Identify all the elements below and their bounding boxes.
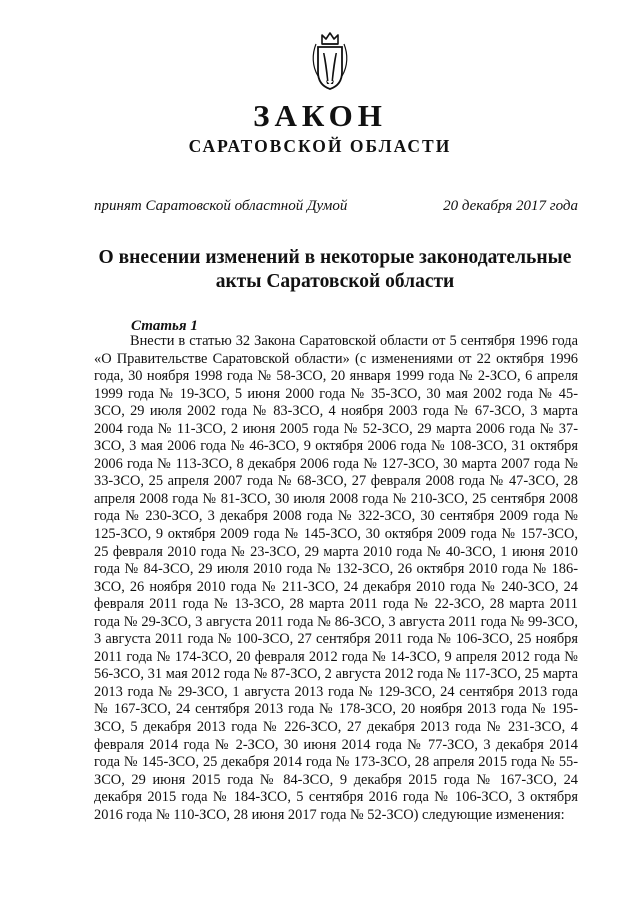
law-heading-line-2: акты Саратовской области	[215, 271, 455, 292]
adopted-date: 20 декабря 2017 года	[443, 198, 578, 214]
law-subtitle: САРАТОВСКОЙ ОБЛАСТИ	[188, 136, 452, 156]
article-body: Внести в статью 32 Закона Саратовской области от 5 сентября 1996 года «О Правительстве Саратовской области» (с изменениями от 22 октября 1996 года, 30 ноября 1998 года № 58-ЗСО, 20 января 1999 года № 2-ЗСО, 6 апреля 1999 года № 19-ЗСО, 5 июня 2000 года № 35-ЗСО, 30 мая 2002 года № 45-ЗСО, 29 июля 2002 года № 83-ЗСО, 4 ноября 2003 года № 67-ЗСО, 3 марта 2004 года № 11-ЗСО, 2 июня 2005 года № 52-ЗСО, 29 марта 2006 года № 37-ЗСО, 3 мая 2006 года № 46-ЗСО, 9 октября 2006 года № 108-ЗСО, 31 октября 2006 года № 113-ЗСО, 8 декабря 2006 года № 127-ЗСО, 30 марта 2007 года № 33-ЗСО, 25 апреля 2007 года № 68-ЗСО, 27 февраля 2008 года № 47-ЗСО, 28 апреля 2008 года № 81-ЗСО, 30 июля 2008 года № 210-ЗСО, 25 сентября 2008 года № 230-ЗСО, 3 декабря 2008 года № 322-ЗСО, 30 сентября 2009 года № 125-ЗСО, 9 октября 2009 года № 145-ЗСО, 30 октября 2009 года № 157-ЗСО, 25 февраля 2010 года № 23-ЗСО, 29 марта 2010 года № 40-ЗСО, 1 июня 2010 года № 84-ЗСО, 29 июля 2010 года № 132-ЗСО, 26 октября 2010 года № 186-ЗСО, 26 ноября 2010 года № 211-ЗСО, 24 декабря 2010 года № 240-ЗСО, 24 февраля 2011 года № 13-ЗСО, 28 марта 2011 года № 22-ЗСО, 28 марта 2011 года № 29-ЗСО, 3 августа 2011 года № 86-ЗСО, 3 августа 2011 года № 99-ЗСО, 3 августа 2011 года № 100-ЗСО, 27 сентября 2011 года № 106-ЗСО, 25 ноября 2011 года № 174-ЗСО, 20 февраля 2012 года № 14-ЗСО, 9 апреля 2012 года № 56-ЗСО, 31 мая 2012 года № 87-ЗСО, 2 августа 2012 года № 117-ЗСО, 25 марта 2013 года № 29-ЗСО, 1 августа 2013 года № 129-ЗСО, 24 сентября 2013 года № 167-ЗСО, 24 сентября 2013 года № 178-ЗСО, 20 ноября 2013 года № 195-ЗСО, 5 декабря 2013 года № 226-ЗСО, 27 декабря 2013 года № 231-ЗСО, 4 февраля 2014 года № 2-ЗСО, 30 июня 2014 года № 77-ЗСО, 3 декабря 2014 года № 145-ЗСО, 25 декабря 2014 года № 173-ЗСО, 28 апреля 2015 года № 55-ЗСО, 29 июня 2015 года № 84-ЗСО, 9 декабря 2015 года № 167-ЗСО, 24 декабря 2015 года № 184-ЗСО, 5 сентября 2016 года № 106-ЗСО, 3 октября 2016 года № 110-ЗСО, 28 июня 2017 года № 52-ЗСО) следующие изменения:	[94, 333, 578, 823]
adoption-line	[94, 198, 578, 215]
law-heading	[70, 246, 600, 294]
article-label: Статья 1	[131, 318, 198, 334]
saratov-coat-of-arms-icon	[306, 30, 354, 92]
adopted-by: принят Саратовской областной Думой	[94, 198, 348, 214]
law-heading-line-1: О внесении изменений в некоторые законодательные	[98, 247, 572, 268]
law-title: ЗАКОН	[253, 98, 387, 133]
